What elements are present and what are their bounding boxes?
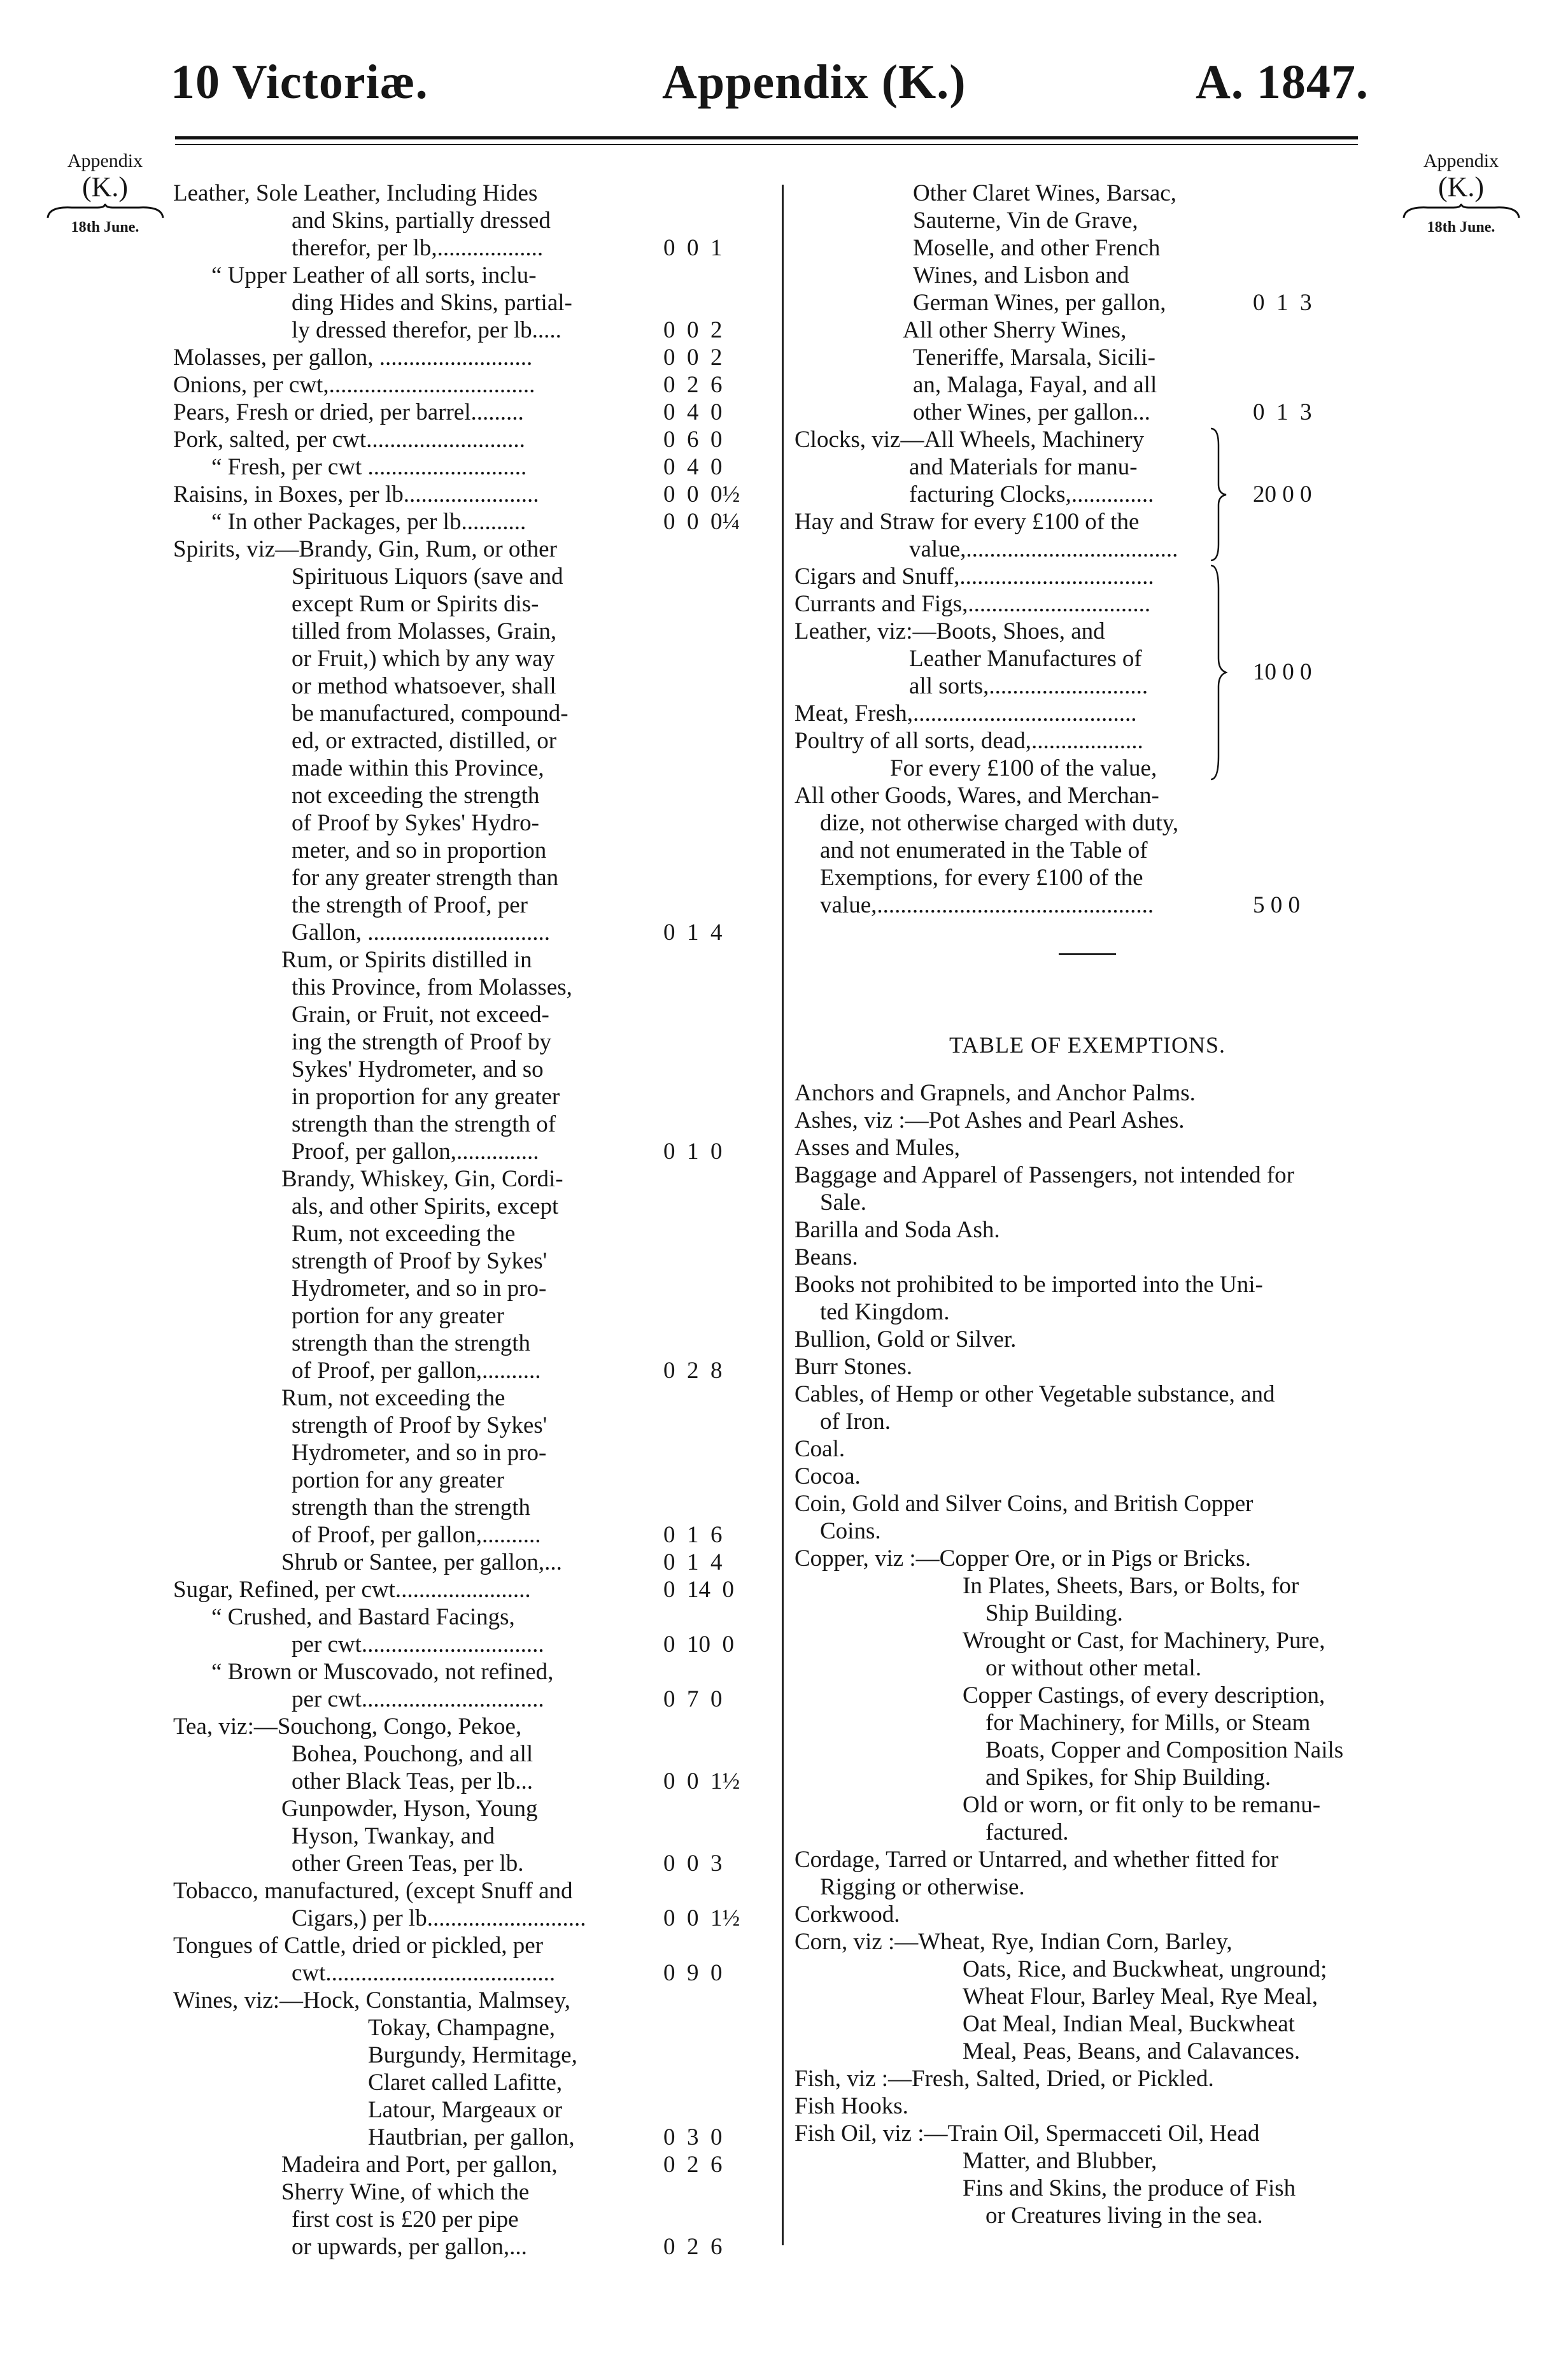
duty-item-text: Grain, or Fruit, not exceed- (292, 1002, 549, 1028)
margin-appendix-label: Appendix (1423, 150, 1499, 171)
duty-item-text: Hyson, Twankay, and (292, 1823, 495, 1849)
duty-item-text: All other Goods, Wares, and Merchan- (795, 783, 1159, 809)
duty-item-text: For every £100 of the value, (890, 755, 1157, 781)
duty-rate: 0 0 2 (663, 344, 723, 371)
cigars-leather-block (795, 563, 1380, 782)
duty-item-text: strength than the strength of (292, 1111, 556, 1137)
duty-row (173, 371, 759, 399)
duty-item-text: Rum, not exceeding the (292, 1221, 516, 1247)
duty-rate: 0 1 3 (1253, 290, 1312, 316)
duty-row (173, 1275, 759, 1302)
duty-item-text: Bohea, Pouchong, and all (292, 1741, 533, 1767)
exemption-item: Copper, viz :—Copper Ore, or in Pigs or Bricks. (795, 1545, 1251, 1572)
exemption-item: Fish, viz :—Fresh, Salted, Dried, or Pickled. (795, 2066, 1214, 2092)
exemption-item: Baggage and Apparel of Passengers, not intended for (795, 1162, 1295, 1188)
duty-item-text: German Wines, per gallon, (913, 290, 1166, 316)
exemption-item: Wheat Flour, Barley Meal, Rye Meal, (963, 1984, 1318, 2010)
duty-item-text: Leather Manufactures of (909, 646, 1142, 672)
exemption-item: or without other metal. (985, 1655, 1202, 1681)
duty-row (173, 1576, 759, 1603)
exemption-item: ted Kingdom. (820, 1299, 950, 1325)
duty-item-text: portion for any greater (292, 1467, 504, 1493)
exemption-item: Coins. (820, 1518, 881, 1544)
clocks-hay-value: 20 0 0 (1253, 481, 1312, 508)
duty-item-text: or upwards, per gallon,... (292, 2234, 527, 2260)
margin-note-left (45, 150, 166, 236)
duty-item-text: Molasses, per gallon, .......................... (173, 344, 533, 371)
exemption-item: Cordage, Tarred or Untarred, and whether fitted for (795, 1847, 1279, 1873)
duty-row (173, 1357, 759, 1384)
duty-rate: 0 2 6 (663, 2234, 723, 2260)
duty-row (173, 1850, 759, 1877)
exemption-item: Matter, and Blubber, (963, 2148, 1157, 2174)
exemption-item: for Machinery, for Mills, or Steam (985, 1710, 1311, 1736)
margin-k-label: (K.) (1437, 171, 1485, 202)
duty-item-text: for any greater strength than (292, 865, 559, 891)
exemption-item: Ship Building. (985, 1600, 1123, 1626)
duty-row (173, 919, 759, 946)
duty-row (173, 2014, 759, 2042)
duty-item-text: Burgundy, Hermitage, (368, 2042, 577, 2068)
duty-item-text: Onions, per cwt,................................... (173, 372, 535, 398)
duty-row (795, 234, 1380, 262)
duty-rate: 0 1 4 (663, 1549, 723, 1575)
duty-row (173, 508, 759, 536)
exemption-item: Boats, Copper and Composition Nails (985, 1737, 1344, 1763)
duty-row (173, 1658, 759, 1686)
duty-item-text: other Black Teas, per lb... (292, 1768, 533, 1794)
duty-item-text: Gunpowder, Hyson, Young (281, 1796, 538, 1822)
exemption-item: Sale. (820, 1190, 866, 1216)
duty-item-text: Hautbrian, per gallon, (368, 2124, 575, 2150)
duty-rate: 0 3 0 (663, 2124, 723, 2150)
duty-item-text: portion for any greater (292, 1303, 504, 1329)
duty-row (173, 1631, 759, 1658)
duty-item-text: “ Crushed, and Bastard Facings, (211, 1604, 515, 1630)
duty-item-text: Pears, Fresh or dried, per barrel......... (173, 399, 524, 425)
exemption-item: Burr Stones. (795, 1354, 912, 1380)
header-rule-thin (175, 144, 1358, 145)
margin-k-label: (K.) (81, 171, 129, 202)
duty-row (173, 672, 759, 700)
exemption-item: Bullion, Gold or Silver. (795, 1326, 1017, 1353)
margin-appendix-label: Appendix (67, 150, 143, 171)
duty-item-text: “ Brown or Muscovado, not refined, (211, 1659, 554, 1685)
exemption-item: Corn, viz :—Wheat, Rye, Indian Corn, Barley, (795, 1929, 1233, 1955)
duty-item-text: Exemptions, for every £100 of the (820, 865, 1143, 891)
duty-item-text: or method whatsoever, shall (292, 673, 556, 699)
duty-item-text: except Rum or Spirits dis- (292, 591, 539, 617)
exemptions-title: TABLE OF EXEMPTIONS. (949, 1032, 1226, 1058)
duty-row (795, 207, 1380, 234)
duty-row (173, 1768, 759, 1795)
duty-row (173, 1549, 759, 1576)
duty-row (173, 837, 759, 864)
duty-row (173, 536, 759, 563)
duty-rate: 0 1 6 (663, 1522, 723, 1548)
duty-rate: 0 0 1½ (663, 1905, 740, 1931)
duty-item-text: Claret called Lafitte, (368, 2070, 563, 2096)
duty-item-text: other Wines, per gallon... (913, 399, 1150, 425)
margin-date: 18th June. (1427, 219, 1495, 236)
other-goods-value: 5 0 0 (1253, 892, 1300, 918)
duty-item-text: “ Fresh, per cwt ........................... (211, 454, 527, 480)
duty-item-text: the strength of Proof, per (292, 892, 528, 918)
duty-row (173, 1247, 759, 1275)
duty-item-text: Rum, not exceeding the (281, 1385, 505, 1411)
duty-rate: 0 2 8 (663, 1358, 723, 1384)
duty-rate: 0 1 3 (1253, 399, 1312, 425)
duty-item-text: value,............................................... (820, 892, 1154, 918)
duty-row (173, 180, 759, 207)
duty-row (173, 2233, 759, 2261)
exemption-item: Coal. (795, 1436, 845, 1462)
margin-note-right (1401, 150, 1522, 236)
duty-row (173, 946, 759, 974)
duty-row (173, 1959, 759, 1987)
exemption-item: Corkwood. (795, 1901, 900, 1928)
duty-item-text: Tobacco, manufactured, (except Snuff and (173, 1878, 573, 1904)
duty-row (173, 1494, 759, 1521)
duty-row (173, 1905, 759, 1932)
duty-item-text: ly dressed therefor, per lb..... (292, 317, 562, 343)
brace-icon (1208, 426, 1227, 563)
right-column-duties (795, 180, 1380, 426)
duty-item-text: not exceeding the strength (292, 783, 540, 809)
duty-row (173, 1686, 759, 1713)
duty-row (173, 2042, 759, 2069)
duty-row (173, 1083, 759, 1111)
duty-row (173, 618, 759, 645)
duty-item-text: Shrub or Santee, per gallon,... (281, 1549, 562, 1575)
duty-item-text: Sauterne, Vin de Grave, (913, 208, 1138, 234)
duty-row (173, 344, 759, 371)
exemption-item: Fish Hooks. (795, 2093, 908, 2119)
duty-row (173, 234, 759, 262)
duty-row (173, 590, 759, 618)
duty-row (173, 1822, 759, 1850)
duty-row (173, 289, 759, 316)
duty-item-text: Clocks, viz—All Wheels, Machinery (795, 427, 1145, 453)
exemption-item: Cocoa. (795, 1463, 861, 1489)
duty-item-text: Leather, viz:—Boots, Shoes, and (795, 618, 1105, 644)
duty-item-text: Tea, viz:—Souchong, Congo, Pekoe, (173, 1714, 522, 1740)
right-column (795, 180, 1380, 2229)
duty-row (173, 481, 759, 508)
duty-item-text: Meat, Fresh,...................................... (795, 700, 1137, 727)
exemption-item: Cables, of Hemp or other Vegetable substance, and (795, 1381, 1275, 1407)
duty-rate: 0 0 1 (663, 235, 723, 261)
duty-row (795, 399, 1380, 426)
duty-item-text: Gallon, ............................... (292, 920, 550, 946)
duty-row (173, 2206, 759, 2233)
duty-row (173, 1987, 759, 2014)
duty-row (173, 2069, 759, 2096)
duty-row (173, 262, 759, 289)
duty-item-text: Proof, per gallon,.............. (292, 1139, 539, 1165)
duty-row (173, 2124, 759, 2151)
duty-item-text: meter, and so in proportion (292, 837, 547, 863)
header-left: 10 Victoriæ. (171, 55, 428, 109)
duty-item-text: all sorts,........................... (909, 673, 1148, 699)
exemption-item: Beans. (795, 1244, 858, 1270)
other-goods-block (795, 782, 1380, 919)
duty-row (173, 1111, 759, 1138)
duty-item-text: other Green Teas, per lb. (292, 1850, 524, 1877)
duty-row (795, 180, 1380, 207)
duty-row (173, 1740, 759, 1768)
duty-row (173, 782, 759, 809)
exemption-item: Anchors and Grapnels, and Anchor Palms. (795, 1080, 1196, 1106)
exemption-item: Ashes, viz :—Pot Ashes and Pearl Ashes. (795, 1107, 1185, 1133)
duty-rate: 0 0 3 (663, 1850, 723, 1877)
duty-item-text: made within this Province, (292, 755, 544, 781)
duty-row (173, 891, 759, 919)
duty-row (173, 1521, 759, 1549)
duty-item-text: Sherry Wine, of which the (281, 2179, 530, 2205)
duty-item-text: an, Malaga, Fayal, and all (913, 372, 1157, 398)
duty-item-text: Sykes' Hydrometer, and so (292, 1056, 544, 1083)
duty-item-text: Leather, Sole Leather, Including Hides (173, 180, 538, 206)
duty-item-text: Latour, Margeaux or (368, 2097, 563, 2123)
duty-item-text: “ In other Packages, per lb........... (211, 509, 526, 535)
duty-item-text: Rum, or Spirits distilled in (281, 947, 532, 973)
duty-item-text: Currants and Figs,............................... (795, 591, 1151, 617)
duty-rate: 0 1 4 (663, 920, 723, 946)
duty-item-text: Teneriffe, Marsala, Sicili- (913, 344, 1155, 371)
duty-row (173, 1165, 759, 1193)
cigars-leather-value: 10 0 0 (1253, 659, 1312, 685)
duty-rate: 0 7 0 (663, 1686, 723, 1712)
duty-row (173, 755, 759, 782)
duty-item-text: be manufactured, compound- (292, 700, 569, 727)
exemption-item: Asses and Mules, (795, 1135, 961, 1161)
duty-row (173, 2096, 759, 2124)
exemption-item: of Iron. (820, 1409, 891, 1435)
duty-item-text: Hydrometer, and so in pro- (292, 1440, 547, 1466)
header-right: A. 1847. (1196, 55, 1369, 109)
duty-rate: 0 0 2 (663, 317, 723, 343)
exemption-item: Rigging or otherwise. (820, 1874, 1025, 1900)
duty-row (795, 371, 1380, 399)
duty-row (173, 1220, 759, 1247)
duty-item-text: Cigars and Snuff,................................. (795, 564, 1154, 590)
duty-rate: 0 0 1½ (663, 1768, 740, 1794)
duty-rate: 0 4 0 (663, 399, 723, 425)
duty-item-text: Wines, viz:—Hock, Constantia, Malmsey, (173, 1987, 570, 2013)
duty-row (173, 1877, 759, 1905)
duty-item-text: ing the strength of Proof by (292, 1029, 551, 1055)
duty-row (173, 2151, 759, 2178)
duty-item-text: of Proof, per gallon,.......... (292, 1358, 541, 1384)
duty-row (173, 1603, 759, 1631)
duty-item-text: Tokay, Champagne, (368, 2015, 556, 2041)
exemption-item: Books not prohibited to be imported into the Uni- (795, 1272, 1263, 1298)
exemption-item: Oats, Rice, and Buckwheat, unground; (963, 1956, 1327, 1982)
duty-item-text: Pork, salted, per cwt........................... (173, 427, 525, 453)
duty-item-text: Poultry of all sorts, dead,................... (795, 728, 1143, 754)
duty-item-text: “ Upper Leather of all sorts, inclu- (211, 262, 537, 288)
duty-row (173, 453, 759, 481)
duty-rate: 0 4 0 (663, 454, 723, 480)
duty-row (173, 864, 759, 891)
duty-item-text: ed, or extracted, distilled, or (292, 728, 557, 754)
header-center: Appendix (K.) (662, 55, 966, 109)
duty-item-text: Cigars,) per lb........................... (292, 1905, 586, 1931)
duty-rate: 0 0 0¼ (663, 509, 740, 535)
duty-item-text: Brandy, Whiskey, Gin, Cordi- (281, 1166, 563, 1192)
duty-row (795, 344, 1380, 371)
duty-row (173, 1330, 759, 1357)
duty-rate: 0 14 0 (663, 1577, 734, 1603)
duty-item-text: strength than the strength (292, 1495, 531, 1521)
duty-rate: 0 2 6 (663, 372, 723, 398)
duty-rate: 0 9 0 (663, 1960, 723, 1986)
duty-row (173, 1932, 759, 1959)
duty-row (173, 1138, 759, 1165)
duty-item-text: Hay and Straw for every £100 of the (795, 509, 1140, 535)
duty-row (173, 645, 759, 672)
exemption-item: Barilla and Soda Ash. (795, 1217, 1000, 1243)
duty-row (173, 1795, 759, 1822)
duty-item-text: and not enumerated in the Table of (820, 837, 1148, 863)
duty-rate: 0 6 0 (663, 427, 723, 453)
duty-item-text: this Province, from Molasses, (292, 974, 572, 1000)
exemption-item: Fins and Skins, the produce of Fish (963, 2175, 1296, 2201)
duty-item-text: strength than the strength (292, 1330, 531, 1356)
duty-item-text: facturing Clocks,.............. (909, 481, 1154, 508)
duty-item-text: Wines, and Lisbon and (913, 262, 1129, 288)
duty-row (795, 262, 1380, 289)
duty-item-text: per cwt............................... (292, 1631, 544, 1658)
exemptions-list (795, 1079, 1380, 2229)
duty-row (173, 399, 759, 426)
duty-row (173, 809, 759, 837)
clocks-hay-block (795, 426, 1380, 563)
exemption-item: Oat Meal, Indian Meal, Buckwheat (963, 2011, 1295, 2037)
exemption-item: and Spikes, for Ship Building. (985, 1765, 1271, 1791)
duty-item-text: of Proof, per gallon,.......... (292, 1522, 541, 1548)
duty-item-text: cwt....................................... (292, 1960, 556, 1986)
duty-item-text: strength of Proof by Sykes' (292, 1412, 547, 1438)
exemption-item: Fish Oil, viz :—Train Oil, Spermacceti Oil, Head (795, 2120, 1260, 2147)
duty-item-text: or Fruit,) which by any way (292, 646, 555, 672)
exemption-item: In Plates, Sheets, Bars, or Bolts, for (963, 1573, 1299, 1599)
duty-item-text: Other Claret Wines, Barsac, (913, 180, 1176, 206)
duty-row (173, 974, 759, 1001)
duty-item-text: Madeira and Port, per gallon, (281, 2152, 558, 2178)
duty-item-text: Raisins, in Boxes, per lb....................... (173, 481, 539, 508)
duty-item-text: All other Sherry Wines, (903, 317, 1127, 343)
duty-item-text: Tongues of Cattle, dried or pickled, per (173, 1933, 544, 1959)
duty-item-text: and Materials for manu- (909, 454, 1138, 480)
column-divider (782, 185, 784, 2245)
duty-row (173, 1193, 759, 1220)
duty-rate: 0 10 0 (663, 1631, 734, 1658)
exemption-item: Wrought or Cast, for Machinery, Pure, (963, 1628, 1325, 1654)
duty-item-text: tilled from Molasses, Grain, (292, 618, 557, 644)
duty-row (173, 1439, 759, 1467)
duty-row (173, 1056, 759, 1083)
duty-item-text: per cwt............................... (292, 1686, 544, 1712)
duty-row (173, 700, 759, 727)
exemption-item: Coin, Gold and Silver Coins, and British Copper (795, 1491, 1254, 1517)
duty-row (173, 727, 759, 755)
duty-item-text: Sugar, Refined, per cwt....................... (173, 1577, 531, 1603)
duty-item-text: Moselle, and other French (913, 235, 1161, 261)
duty-item-text: dize, not otherwise charged with duty, (820, 810, 1179, 836)
duty-row (173, 1001, 759, 1028)
duty-item-text: als, and other Spirits, except (292, 1193, 559, 1219)
exemption-item: Meal, Peas, Beans, and Calavances. (963, 2038, 1301, 2064)
duty-row (173, 1384, 759, 1412)
exemption-item: or Creatures living in the sea. (985, 2203, 1263, 2229)
duty-item-text: ding Hides and Skins, partial- (292, 290, 572, 316)
duty-item-text: Spirits, viz—Brandy, Gin, Rum, or other (173, 536, 557, 562)
duty-rate: 0 1 0 (663, 1139, 723, 1165)
duty-row (173, 563, 759, 590)
duty-row (173, 316, 759, 344)
duty-row (173, 1467, 759, 1494)
duty-item-text: and Skins, partially dressed (292, 208, 551, 234)
duty-row (173, 2178, 759, 2206)
section-divider (1059, 953, 1116, 955)
duty-rate: 0 0 0½ (663, 481, 740, 508)
exemption-item: Copper Castings, of every description, (963, 1682, 1325, 1708)
duty-row (173, 207, 759, 234)
duty-item-text: therefor, per lb,.................. (292, 235, 544, 261)
duty-row (173, 1412, 759, 1439)
duty-item-text: strength of Proof by Sykes' (292, 1248, 547, 1274)
duty-row (173, 1302, 759, 1330)
duty-item-text: first cost is £20 per pipe (292, 2206, 519, 2233)
exemption-item: Old or worn, or fit only to be remanu- (963, 1792, 1321, 1818)
duty-item-text: in proportion for any greater (292, 1084, 560, 1110)
margin-brace-icon (46, 202, 164, 219)
margin-brace-icon (1402, 202, 1520, 219)
duty-rate: 0 2 6 (663, 2152, 723, 2178)
duty-row (795, 316, 1380, 344)
left-column-duties (173, 180, 759, 2261)
duty-row (173, 426, 759, 453)
duty-item-text: value,.................................... (909, 536, 1178, 562)
header-rule-thick (175, 136, 1358, 139)
duty-item-text: of Proof by Sykes' Hydro- (292, 810, 539, 836)
duty-item-text: Spirituous Liquors (save and (292, 564, 563, 590)
margin-date: 18th June. (71, 219, 139, 236)
duty-row (173, 1713, 759, 1740)
duty-row (173, 1028, 759, 1056)
duty-row (795, 289, 1380, 316)
duty-item-text: Hydrometer, and so in pro- (292, 1275, 547, 1302)
brace-icon (1208, 563, 1227, 782)
exemption-item: factured. (985, 1819, 1069, 1845)
